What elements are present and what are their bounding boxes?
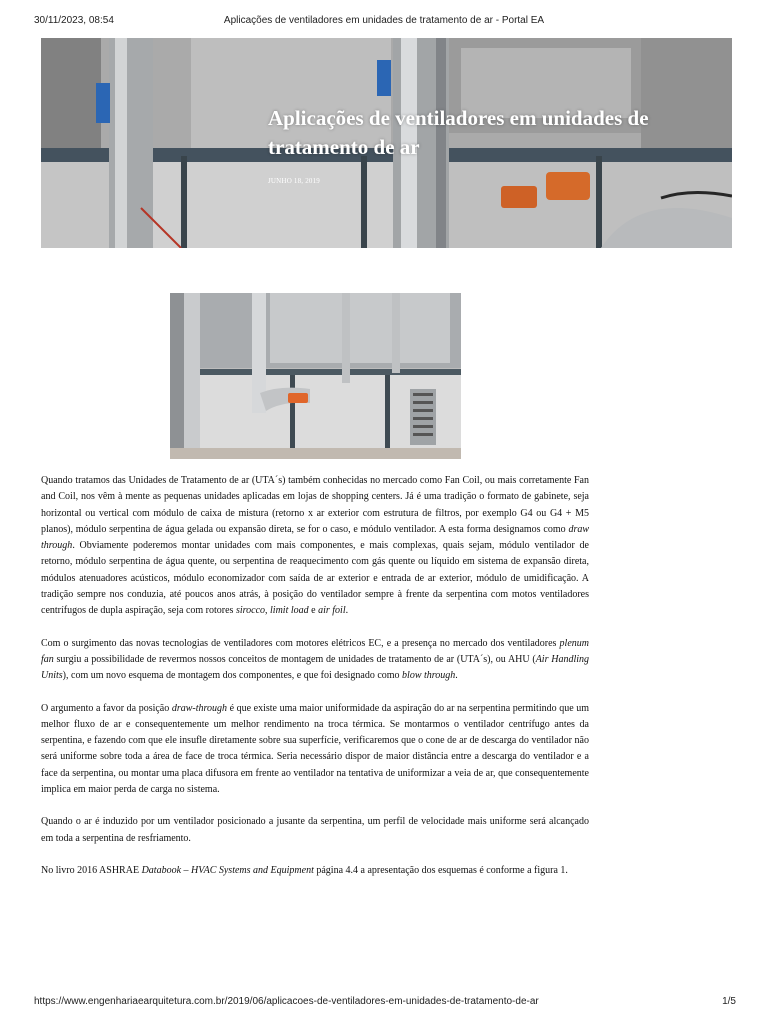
paragraph-1: Quando tratamos das Unidades de Tratamento de ar (UTA´s) também conhecidas no mercado como Fan Coil, ou mais corretamente Fan and Coil, nos vêm à mente as pequenas unidades aplicadas em lojas de shopping centers. Já é uma tradição o formato de gabinete, seja horizontal ou vertical com módulo de caixa de mistura (retorno x ar exterior com estrutura de filtros, por exemplo G4 ou G4 + M5 planos), módulo serpentina de água gelada ou expansão direta, se for o caso, e módulo ventilador. A esta forma designamos como draw through. Obviamente poderemos montar unidades com mais componentes, e mais complexas, quais sejam, módulo ventilador de retorno, módulo serpentina de água quente, ou serpentina de reaquecimento com gás quente ou líquido em sistema de expansão direta, módulos atenuadores acústicos, módulo economizador com saída de ar exterior e entrada de ar exterior, módulo de umidificação. A tradição sempre nos conduzia, até poucos anos atrás, à posição do ventilador sempre à frente da serpentina com motos ventiladores centrífugos de dupla aspiração, seja com rotores sirocco, limit load e air foil.: [41, 475, 589, 617]
print-url: https://www.engenhariaearquitetura.com.br/2019/06/aplicacoes-de-ventiladores-em-unidades-de-tratamento-de-ar: [34, 996, 539, 1007]
article-body: [41, 473, 589, 879]
hero-banner: [41, 38, 732, 248]
article-title: Aplicações de ventiladores em unidades de tratamento de ar: [268, 106, 649, 159]
article-date: JUNHO 18, 2019: [268, 177, 320, 185]
article-figure: [170, 293, 461, 459]
paragraph-3: O argumento a favor da posição draw-through é que existe uma maior uniformidade da aspiração do ar na serpentina permitindo que um melhor fluxo de ar e consequentemente um melhor rendimento na troca térmica. Se montarmos o ventilador centrífugo antes da serpentina, e fazendo com que ele insufle diretamente sobre sua superfície, verificaremos que o cone de ar de descarga do ventilador não será uniforme sobre toda a área de face de troca térmica. Seria necessário dispor de maior distância entre a descarga do ventilador e a face da serpentina, ou montar uma placa difusora em frente ao ventilador na tentativa de uniformizar a veia de ar, que consequentemente implica em maior perda de carga no sistema.: [41, 702, 589, 796]
print-page-title: Aplicações de ventiladores em unidades de tratamento de ar - Portal EA: [223, 15, 545, 26]
ahu-photo-icon: [170, 293, 461, 459]
print-footer: [0, 996, 768, 1012]
print-datetime: 30/11/2023, 08:54: [34, 15, 114, 26]
print-header: [0, 15, 768, 31]
paragraph-4: Quando o ar é induzido por um ventilador posicionado a jusante da serpentina, um perfil de velocidade mais uniforme será alcançado em toda a serpentina de resfriamento.: [41, 816, 589, 844]
print-page-number: 1/5: [722, 996, 736, 1007]
paragraph-2: Com o surgimento das novas tecnologias de ventiladores com motores elétricos EC, e a presença no mercado dos ventiladores plenum fan surgiu a possibilidade de revermos nossos conceitos de montagem de unidades de tratamento de ar (UTA´s), ou AHU (Air Handling Units), com um novo esquema de montagem dos componentes, e que foi designado como blow through.: [41, 637, 590, 682]
paragraph-5: No livro 2016 ASHRAE Databook – HVAC Systems and Equipment página 4.4 a apresentação dos esquemas é conforme a figura 1.: [41, 864, 568, 876]
